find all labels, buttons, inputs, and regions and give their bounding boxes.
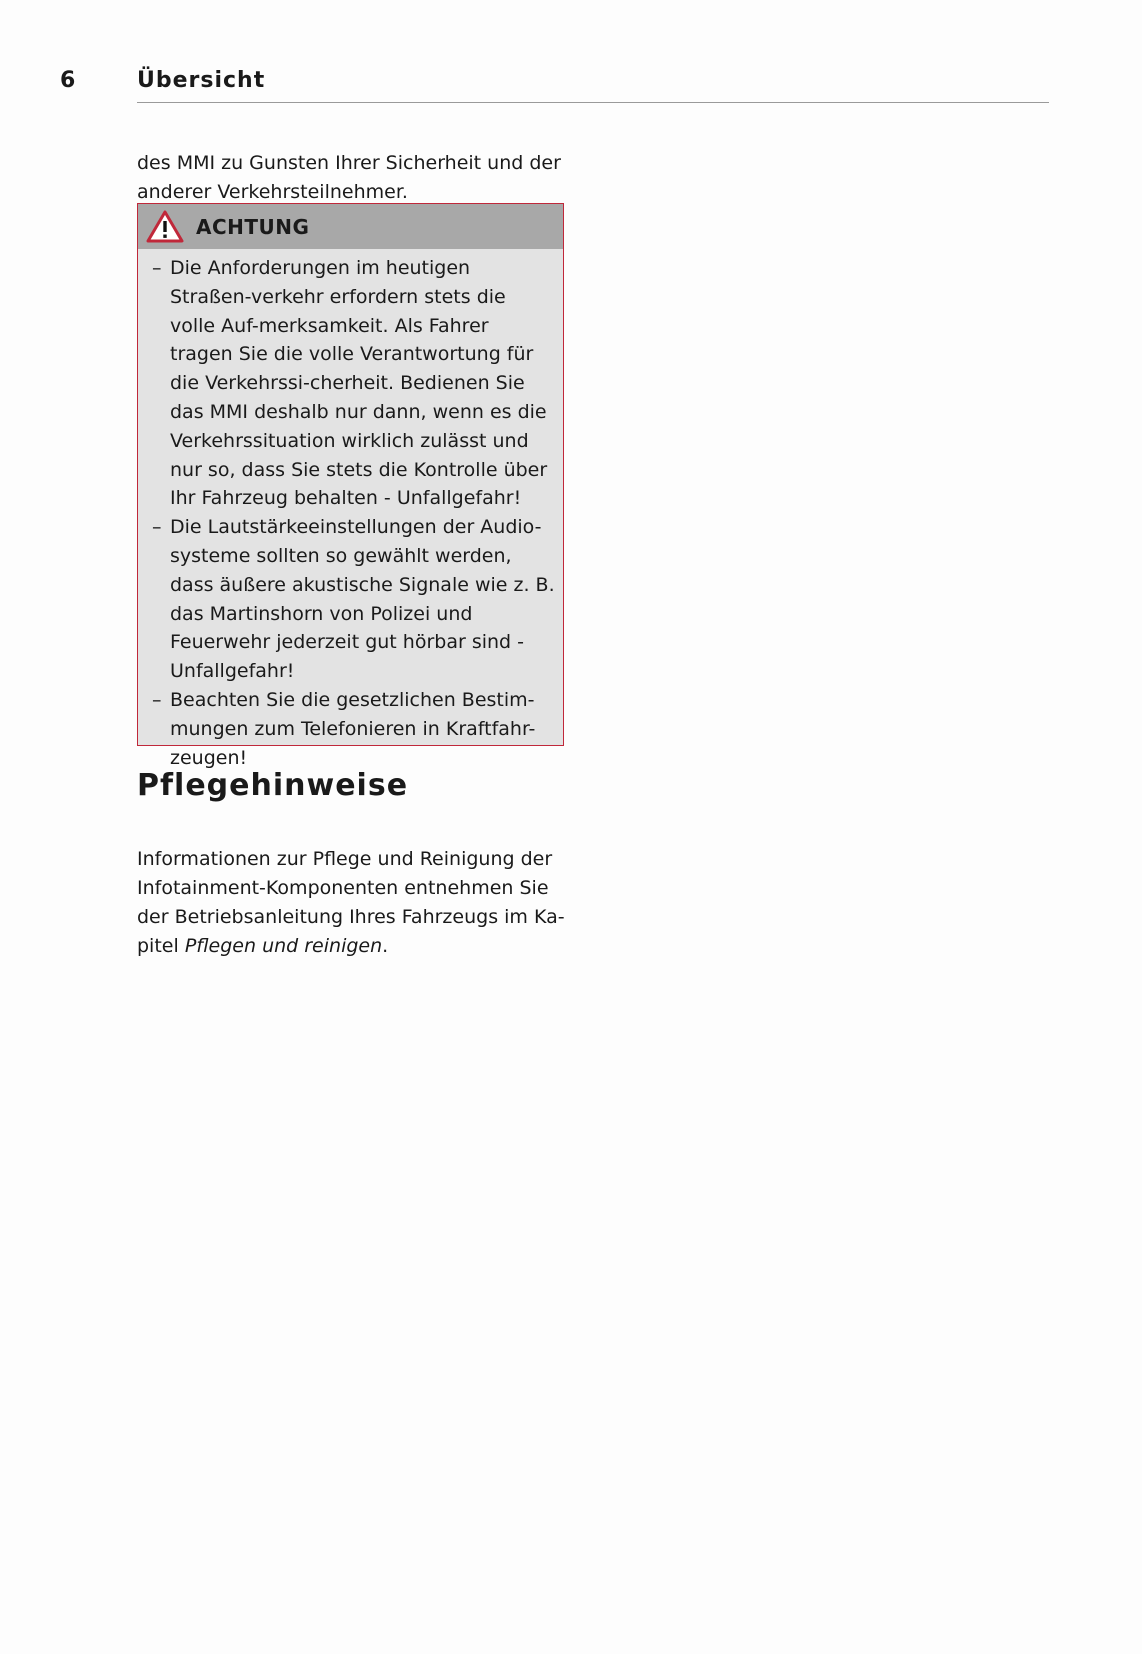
page-number: 6 [60, 68, 77, 93]
warning-item: – Die Lautstärkeeinstellungen der Audio-systeme sollten so gewählt werden, dass äußere akustische Signale wie z. B. das Martinshorn von Polizei und Feuerwehr jederzeit gut hörbar sind - Unfallgefahr! [152, 516, 555, 683]
warning-box [137, 203, 564, 769]
warning-title: ACHTUNG [196, 214, 310, 239]
section-body-end: . [382, 935, 389, 957]
warning-item-text: Beachten Sie die gesetzlichen Bestim-mungen zum Telefonieren in Kraftfahr-zeugen! [170, 688, 536, 769]
warning-header [138, 204, 563, 249]
section-body-text: Informationen zur Pflege und Reinigung der Infotainment-Komponenten entnehmen Sie der Betriebsanleitung Ihres Fahrzeugs im Ka-pitel [137, 848, 565, 957]
warning-triangle-icon [146, 210, 184, 243]
section-paragraph [137, 845, 577, 961]
warning-item: – Die Anforderungen im heutigen Straßen-verkehr erfordern stets die volle Auf-merksamkeit. Als Fahrer tragen Sie die volle Verantwortung für die Verkehrssi-cherheit. Bedienen Sie das MMI deshalb nur dann, wenn es die Verkehrssituation wirklich zulässt und nur so, dass Sie stets die Kontrolle über Ihr Fahrzeug behalten - Unfallgefahr! [152, 257, 548, 510]
warning-item: – Beachten Sie die gesetzlichen Bestim-mungen zum Telefonieren in Kraftfahr-zeugen! [152, 688, 536, 769]
page-header-title: Übersicht [137, 68, 266, 93]
header-divider [137, 102, 1049, 103]
chapter-reference: Pflegen und reinigen [184, 935, 383, 957]
warning-list [138, 249, 563, 772]
intro-paragraph: des MMI zu Gunsten Ihrer Sicherheit und der anderer Verkehrsteilnehmer. [137, 152, 561, 203]
warning-item-text: Die Lautstärkeeinstellungen der Audio-systeme sollten so gewählt werden, dass äußere akustische Signale wie z. B. das Martinshorn von Polizei und Feuerwehr jederzeit gut hörbar sind - Unfallgefahr! [170, 516, 555, 683]
section-heading: Pflegehinweise [137, 768, 409, 803]
warning-item-text: Die Anforderungen im heutigen Straßen-verkehr erfordern stets die volle Auf-merksamkeit. Als Fahrer tragen Sie die volle Verantwortung für die Verkehrssi-cherheit. Bedienen Sie das MMI deshalb nur dann, wenn es die Verkehrssituation wirklich zulässt und nur so, dass Sie stets die Kontrolle über Ihr Fahrzeug behalten - Unfallgefahr! [170, 257, 548, 510]
